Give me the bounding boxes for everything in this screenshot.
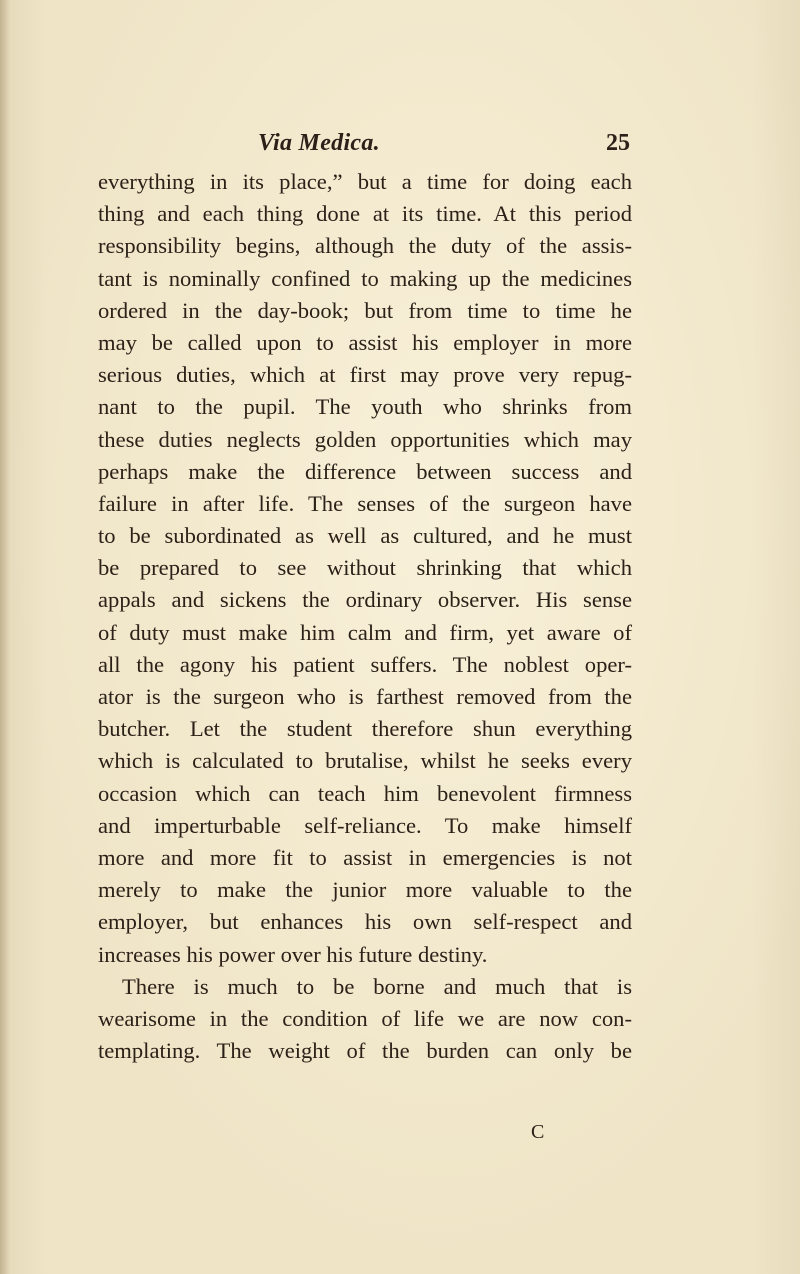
text-line: which is calculated to brutalise, whilst he seeks every xyxy=(98,748,632,774)
text-line: and imperturbable self-reliance. To make himself xyxy=(98,812,632,838)
text-line: these duties neglects golden opportunities which may xyxy=(98,426,632,452)
signature-mark: C xyxy=(531,1121,545,1143)
text-line: ordered in the day-book; but from time to time he xyxy=(98,297,632,323)
paragraph-start-line: There is much to be borne and much that is xyxy=(122,973,632,999)
text-line: ator is the surgeon who is farthest removed from the xyxy=(98,684,632,709)
text-line: all the agony his patient suffers. The noblest oper- xyxy=(98,651,632,677)
text-line: to be subordinated as well as cultured, and he must xyxy=(98,523,632,549)
text-line: be prepared to see without shrinking that which xyxy=(98,555,632,581)
running-head xyxy=(258,130,630,166)
text-line: employer, but enhances his own self-respect and xyxy=(98,909,632,935)
text-line: wearisome in the condition of life we are now con- xyxy=(98,1005,632,1031)
text-line: more and more fit to assist in emergencies is not xyxy=(98,844,632,870)
text-line: appals and sickens the ordinary observer. His sense xyxy=(98,587,632,613)
text-line: occasion which can teach him benevolent firmness xyxy=(98,780,632,806)
text-line: of duty must make him calm and firm, yet aware of xyxy=(98,619,632,645)
running-title: Via Medica. xyxy=(258,130,380,156)
gutter-shadow xyxy=(0,0,10,1274)
text-line: failure in after life. The senses of the surgeon have xyxy=(98,490,632,516)
text-line: butcher. Let the student therefore shun everything xyxy=(98,716,632,742)
paragraph-end-line: increases his power over his future destiny. xyxy=(98,941,488,967)
text-line: thing and each thing done at its time. At this period xyxy=(98,201,632,227)
text-line: serious duties, which at first may prove very repug- xyxy=(98,362,632,388)
body-text xyxy=(98,166,632,1067)
text-line: perhaps make the difference between success and xyxy=(98,458,632,484)
text-line: everything in its place,” but a time for doing each xyxy=(98,169,632,194)
text-line: responsibility begins, although the duty of the assis- xyxy=(98,233,632,259)
page-number: 25 xyxy=(606,130,630,156)
text-line: nant to the pupil. The youth who shrinks from xyxy=(98,394,632,420)
text-line: templating. The weight of the burden can only be xyxy=(98,1038,632,1064)
text-line: merely to make the junior more valuable to the xyxy=(98,877,632,903)
text-line: may be called upon to assist his employer in more xyxy=(98,329,632,355)
text-line: tant is nominally confined to making up the medicines xyxy=(98,265,632,291)
